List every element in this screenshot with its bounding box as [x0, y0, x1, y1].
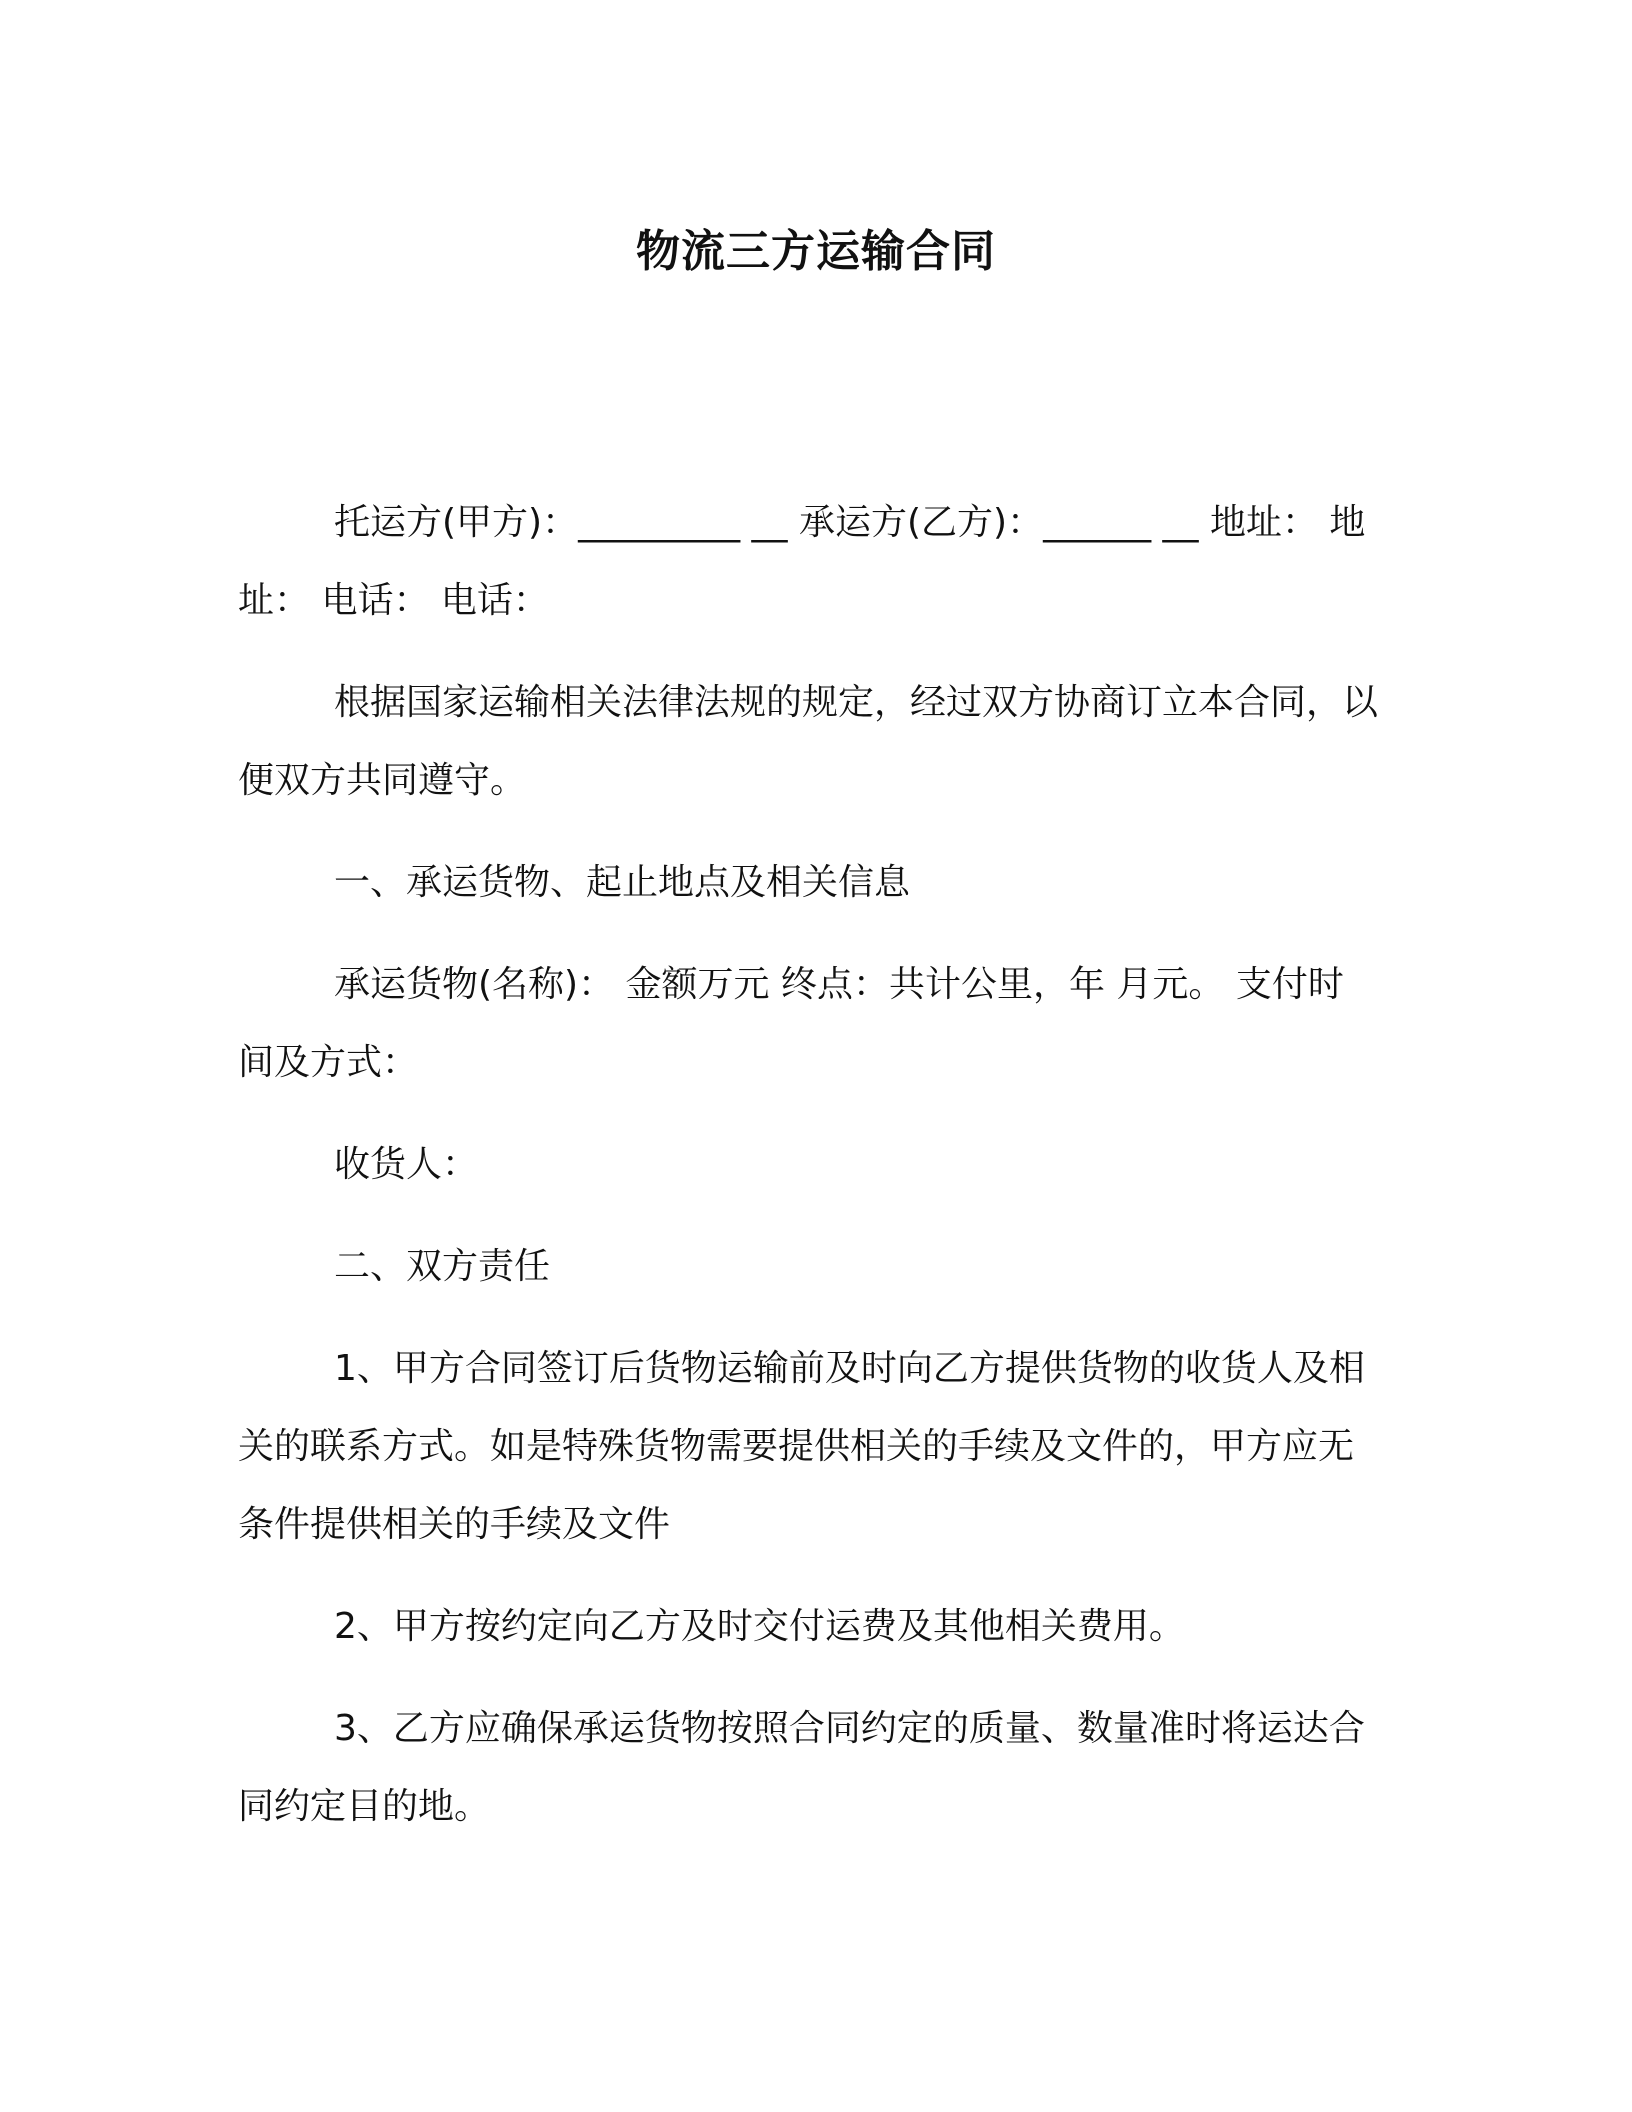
consignee-paragraph: 收货人： — [334, 1144, 479, 1185]
document-body — [238, 484, 1378, 1870]
cargo-info-paragraph: 承运货物(名称)： 金额万元 终点：共计公里，年 月元。 支付时间及方式： — [238, 964, 1344, 1083]
clause-1-paragraph: 1、甲方合同签订后货物运输前及时向乙方提供货物的收货人及相关的联系方式。如是特殊货物需要提供相关的手续及文件的，甲方应无条件提供相关的手续及文件 — [238, 1348, 1365, 1545]
clause-3-paragraph: 3、乙方应确保承运货物按照合同约定的质量、数量准时将运达合同约定目的地。 — [238, 1708, 1365, 1827]
parties-paragraph: 托运方(甲方)：_________ __ 承运方(乙方)：______ __ 地址： 地址： 电话： 电话： — [238, 502, 1366, 621]
document-title: 物流三方运输合同 — [636, 226, 996, 277]
section-heading-1: 一、承运货物、起止地点及相关信息 — [334, 862, 911, 903]
clause-2-paragraph: 2、甲方按约定向乙方及时交付运费及其他相关费用。 — [334, 1606, 1185, 1647]
section-heading-2: 二、双方责任 — [334, 1246, 551, 1287]
preamble-paragraph: 根据国家运输相关法律法规的规定，经过双方协商订立本合同，以便双方共同遵守。 — [238, 682, 1379, 801]
